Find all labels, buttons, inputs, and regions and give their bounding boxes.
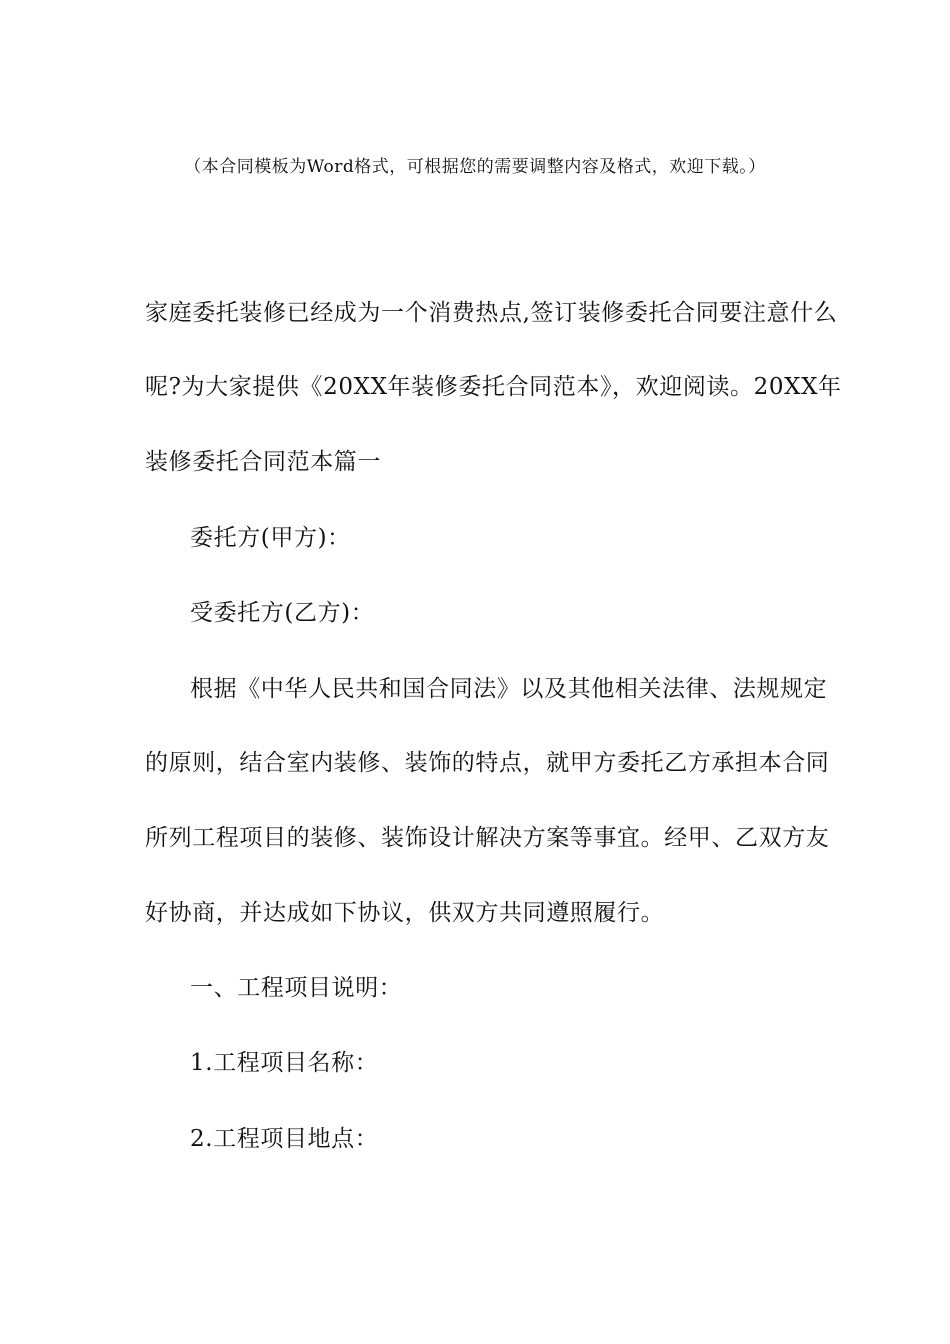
client-party-label: 委托方(甲方)： xyxy=(190,525,351,551)
intro-line-2: 呢?为大家提供《20XX年装修委托合同范本》，欢迎阅读。20XX年 xyxy=(145,374,842,400)
template-note: （本合同模板为Word格式，可根据您的需要调整内容及格式，欢迎下载。） xyxy=(184,157,766,177)
intro-line-1: 家庭委托装修已经成为一个消费热点,签订装修委托合同要注意什么 xyxy=(145,300,838,326)
preamble-line-3: 所列工程项目的装修、装饰设计解决方案等事宜。经甲、乙双方友 xyxy=(145,825,830,851)
preamble-line-4: 好协商，并达成如下协议，供双方共同遵照履行。 xyxy=(145,900,665,926)
preamble-line-2: 的原则，结合室内装修、装饰的特点，就甲方委托乙方承担本合同 xyxy=(145,750,830,776)
intro-line-3: 装修委托合同范本篇一 xyxy=(145,449,381,475)
item-project-name: 1.工程项目名称： xyxy=(190,1050,379,1076)
contractor-party-label: 受委托方(乙方)： xyxy=(190,600,375,626)
preamble-line-1: 根据《中华人民共和国合同法》以及其他相关法律、法规规定 xyxy=(190,676,828,702)
section-heading-1: 一、工程项目说明： xyxy=(190,975,403,1001)
item-project-location: 2.工程项目地点： xyxy=(190,1126,379,1152)
